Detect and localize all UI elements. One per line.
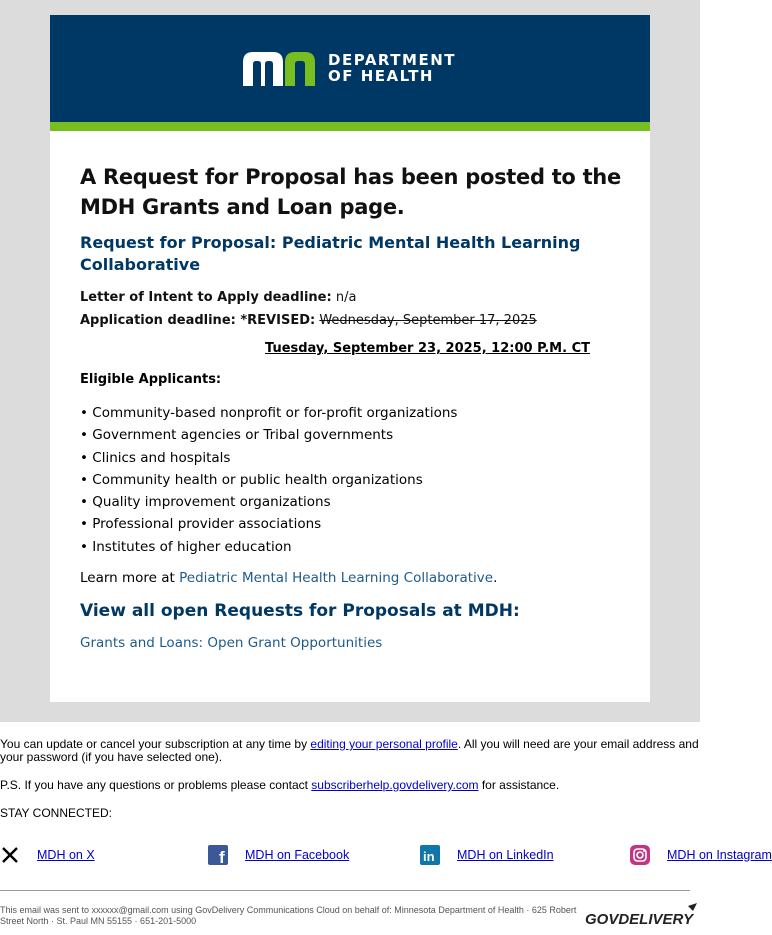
eligible-list <box>80 402 625 558</box>
old-deadline: Wednesday, September 17, 2025 <box>319 313 537 328</box>
application-deadline <box>80 309 625 332</box>
facebook-link[interactable]: MDH on Facebook <box>245 848 350 862</box>
social-x[interactable] <box>0 845 95 865</box>
eligible-title: Eligible Applicants: <box>80 372 222 387</box>
rfp-title: Request for Proposal: Pediatric Mental Health Learning Collaborative <box>80 233 581 274</box>
grants-loans-link[interactable]: Grants and Loans: Open Grant Opportunities <box>80 635 383 652</box>
ps-note <box>0 779 700 792</box>
email-content <box>80 162 625 651</box>
edit-profile-link[interactable]: editing your personal profile <box>310 737 458 751</box>
x-icon <box>0 845 20 865</box>
new-deadline: Tuesday, September 23, 2025, 12:00 P.M. CT <box>265 341 590 356</box>
svg-text:f: f <box>219 848 225 867</box>
learn-more <box>80 570 625 586</box>
logo-line-1: DEPARTMENT <box>328 51 456 69</box>
social-linkedin[interactable] <box>420 845 554 865</box>
headline: A Request for Proposal has been posted to the MDH Grants and Loan page. <box>80 165 621 219</box>
list-item: • Professional provider associations <box>80 513 625 535</box>
govdelivery-logo <box>585 900 700 930</box>
linkedin-link[interactable]: MDH on LinkedIn <box>457 848 554 862</box>
ps-text-2: for assistance. <box>478 778 560 792</box>
social-instagram[interactable] <box>630 845 772 865</box>
instagram-link[interactable]: MDH on Instagram <box>667 848 772 862</box>
subscriber-help-link[interactable]: subscriberhelp.govdelivery.com <box>311 778 479 792</box>
svg-text:in: in <box>423 849 435 864</box>
mdh-logo <box>243 52 473 86</box>
list-item: • Clinics and hospitals <box>80 447 625 469</box>
revised-label: *REVISED: <box>235 313 316 328</box>
stay-connected: STAY CONNECTED: <box>0 806 113 820</box>
govdelivery-logo-text: GOVDELIVERY <box>585 911 694 928</box>
fine-print: This email was sent to xxxxxx@gmail.com using GovDelivery Communications Cloud on behalf of: Minnesota Department of Health · 625 Robert Street North · St. Paul MN 55155 · 651-201-5000 <box>0 905 577 926</box>
ps-text: P.S. If you have any questions or problems please contact <box>0 778 312 792</box>
loi-value: n/a <box>331 290 357 305</box>
list-item: • Institutes of higher education <box>80 536 625 558</box>
email-footer <box>0 738 700 820</box>
linkedin-icon <box>420 845 440 865</box>
logo-text <box>328 52 456 84</box>
subscription-note <box>0 738 700 764</box>
logo-line-2: OF HEALTH <box>328 67 434 85</box>
subscription-text-2: . All you will need are your email address and your password (if you have selected one). <box>0 737 699 764</box>
green-accent-bar <box>50 122 650 131</box>
list-item: • Quality improvement organizations <box>80 491 625 513</box>
footer-divider <box>0 890 690 891</box>
learn-more-link[interactable]: Pediatric Mental Health Learning Collaborative <box>179 570 494 587</box>
social-facebook[interactable] <box>208 845 349 865</box>
learn-more-prefix: Learn more at <box>80 570 180 587</box>
instagram-icon <box>630 845 650 865</box>
deadlines <box>80 286 625 332</box>
list-item: • Government agencies or Tribal governments <box>80 424 625 446</box>
loi-deadline <box>80 286 625 309</box>
social-links <box>0 845 772 867</box>
loi-label: Letter of Intent to Apply deadline: <box>80 290 332 305</box>
header-banner <box>50 15 650 122</box>
x-link[interactable]: MDH on X <box>37 848 95 862</box>
list-item: • Community-based nonprofit or for-profit organizations <box>80 402 625 424</box>
mn-logo-icon <box>243 52 323 86</box>
subscription-text: You can update or cancel your subscription at any time by <box>0 737 311 751</box>
view-all-heading: View all open Requests for Proposals at MDH: <box>80 601 520 622</box>
app-deadline-label: Application deadline: <box>80 313 236 328</box>
list-item: • Community health or public health organizations <box>80 469 625 491</box>
learn-more-suffix: . <box>493 570 498 587</box>
facebook-icon <box>208 845 228 865</box>
email-card <box>50 15 650 702</box>
